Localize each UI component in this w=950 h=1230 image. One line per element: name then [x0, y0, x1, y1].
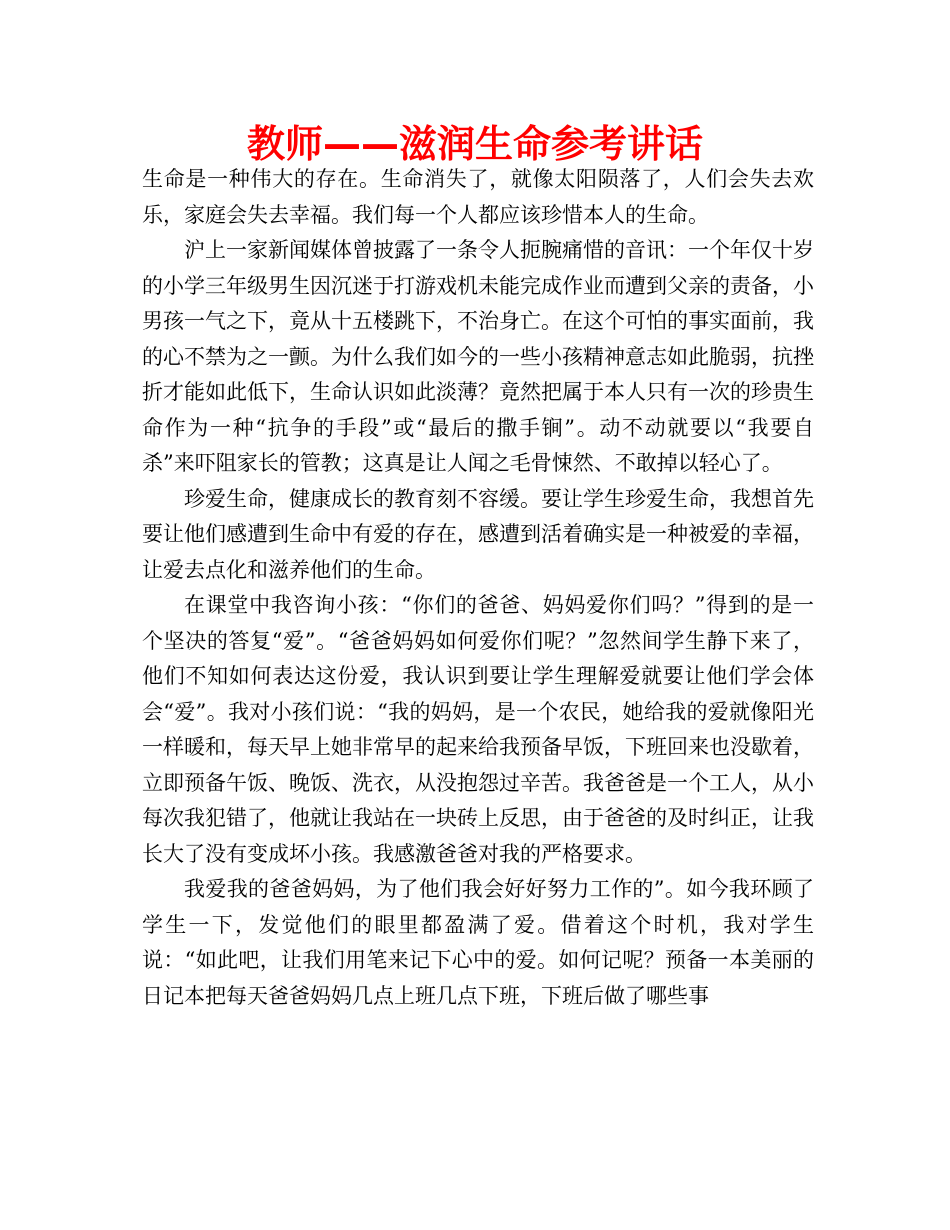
document-title: 教师——滋润生命参考讲话 [246, 122, 703, 166]
paragraph-4: 在课堂中我咨询小孩：“你们的爸爸、妈妈爱你们吗？”得到的是一个坚决的答复“爱”。“爸爸妈妈如何爱你们呢？”忽然间学生静下来了，他们不知如何表达这份爱，我认识到要让学生理解爱就要让他们学会体会“爱”。我对小孩们说：“我的妈妈，是一个农民，她给我的爱就像阳光一样暖和，每天早上她非常早的起来给我预备早饭，下班回来也没歇着，立即预备午饭、晚饭、洗衣，从没抱怨过辛苦。我爸爸是一个工人，从小每次我犯错了，他就让我站在一块砖上反思，由于爸爸的及时纠正，让我长大了没有变成坏小孩。我感激爸爸对我的严格要求。 [142, 593, 814, 866]
paragraph-5: 我爱我的爸爸妈妈，为了他们我会好好努力工作的”。如今我环顾了学生一下，发觉他们的眼里都盈满了爱。借着这个时机，我对学生说：“如此吧，让我们用笔来记下心中的爱。如何记呢？预备一本美丽的日记本把每天爸爸妈妈几点上班几点下班，下班后做了哪些事 [142, 877, 814, 1008]
paragraph-2: 沪上一家新闻媒体曾披露了一条令人扼腕痛惜的音讯：一个年仅十岁的小学三年级男生因沉迷于打游戏机未能完成作业而遭到父亲的责备，小男孩一气之下，竟从十五楼跳下，不治身亡。在这个可怕的事实面前，我的心不禁为之一颤。为什么我们如今的一些小孩精神意志如此脆弱，抗挫折才能如此低下，生命认识如此淡薄？竟然把属于本人只有一次的珍贵生命作为一种“抗争的手段”或“最后的撒手锏”。动不动就要以“我要自杀”来吓阻家长的管教；这真是让人闻之毛骨悚然、不敢掉以轻心了。 [142, 238, 814, 475]
document-body [142, 162, 814, 1014]
paragraph-3: 珍爱生命，健康成长的教育刻不容缓。要让学生珍爱生命，我想首先要让他们感遭到生命中有爱的存在，感遭到活着确实是一种被爱的幸福，让爱去点化和滋养他们的生命。 [142, 486, 814, 582]
paragraph-1: 生命是一种伟大的存在。生命消失了，就像太阳陨落了，人们会失去欢乐，家庭会失去幸福。我们每一个人都应该珍惜本人的生命。 [142, 167, 814, 227]
